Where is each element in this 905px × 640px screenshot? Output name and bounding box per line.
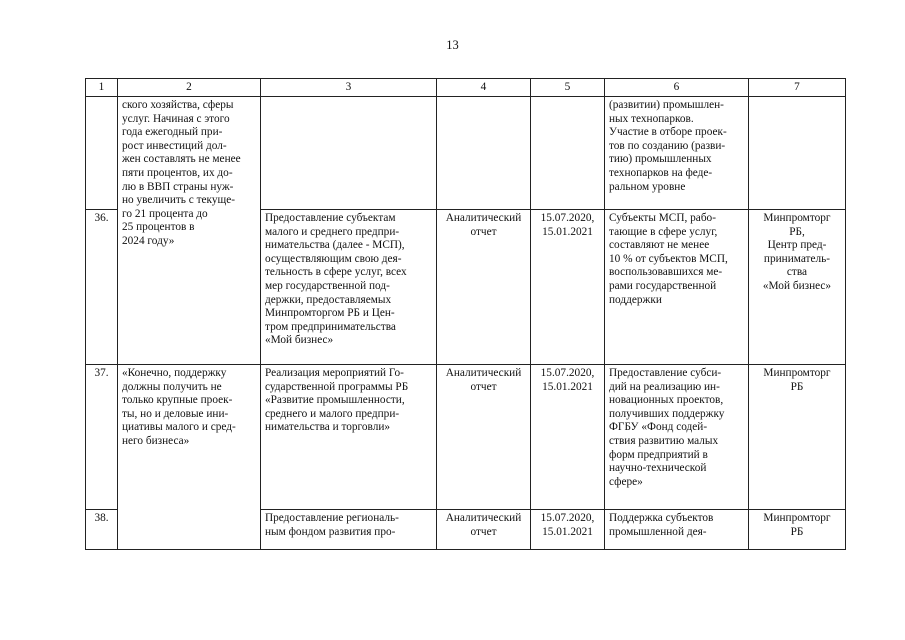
header-col-6: 6 — [605, 79, 749, 97]
report-type-cell: Аналитический отчет — [437, 510, 531, 550]
table-row-continuation — [86, 97, 846, 210]
measure-cell: Предоставление субъектам малого и среднего предпри- нимательства (далее - МСП), осуществляющим свою дея- тельность в сфере услуг, всех мер государственной под- держки, предоставляемых Минпромторгом РБ и Цен- тром предпринимательства «Мой бизнес» — [261, 210, 437, 365]
row-number: 38. — [86, 510, 118, 550]
result-cell: (развитии) промышлен- ных технопарков. Участие в отборе проек- тов по созданию (разви- тию) промышленных технопарков на феде- ральном уровне — [605, 97, 749, 210]
header-col-7: 7 — [749, 79, 846, 97]
page-number: 13 — [446, 38, 459, 52]
header-col-3: 3 — [261, 79, 437, 97]
row-number: 37. — [86, 365, 118, 510]
header-row — [86, 79, 846, 97]
quote-cell: ского хозяйства, сферы услуг. Начиная с этого года ежегодный при- рост инвестиций дол- жен составлять не менее пяти процентов, их до- лю в ВВП страны нуж- но увеличить с текуще- го 21 процента до 25 процентов в 2024 году» — [118, 97, 261, 365]
deadline-cell: 15.07.2020, 15.01.2021 — [531, 510, 605, 550]
header-col-1: 1 — [86, 79, 118, 97]
deadline-cell: 15.07.2020, 15.01.2021 — [531, 365, 605, 510]
measure-cell: Реализация мероприятий Го- сударственной программы РБ «Развитие промышленности, среднего и малого предпри- нимательства и торговли» — [261, 365, 437, 510]
report-type-cell: Аналитический отчет — [437, 210, 531, 365]
report-type-cell: Аналитический отчет — [437, 365, 531, 510]
header-col-2: 2 — [118, 79, 261, 97]
quote-cell: «Конечно, поддержку должны получить не только крупные проек- ты, но и деловые ини- циативы малого и сред- него бизнеса» — [118, 365, 261, 550]
row-number: 36. — [86, 210, 118, 365]
result-cell: Субъекты МСП, рабо- тающие в сфере услуг, составляют не менее 10 % от субъектов МСП, воспользовавшихся ме- рами государственной поддержки — [605, 210, 749, 365]
responsible-cell: Минпромторг РБ, Центр пред- приниматель- ства «Мой бизнес» — [749, 210, 846, 365]
responsible-cell: Минпромторг РБ — [749, 510, 846, 550]
header-col-4: 4 — [437, 79, 531, 97]
result-cell: Предоставление субси- дий на реализацию ин- новационных проектов, получивших поддержку ФГБУ «Фонд содей- ствия развитию малых форм предприятий в научно-технической сфере» — [605, 365, 749, 510]
table-row-37 — [86, 365, 846, 510]
result-cell: Поддержка субъектов промышленной дея- — [605, 510, 749, 550]
responsible-cell: Минпромторг РБ — [749, 365, 846, 510]
measure-cell: Предоставление региональ- ным фондом развития про- — [261, 510, 437, 550]
deadline-cell: 15.07.2020, 15.01.2021 — [531, 210, 605, 365]
header-col-5: 5 — [531, 79, 605, 97]
measures-table — [85, 78, 846, 550]
